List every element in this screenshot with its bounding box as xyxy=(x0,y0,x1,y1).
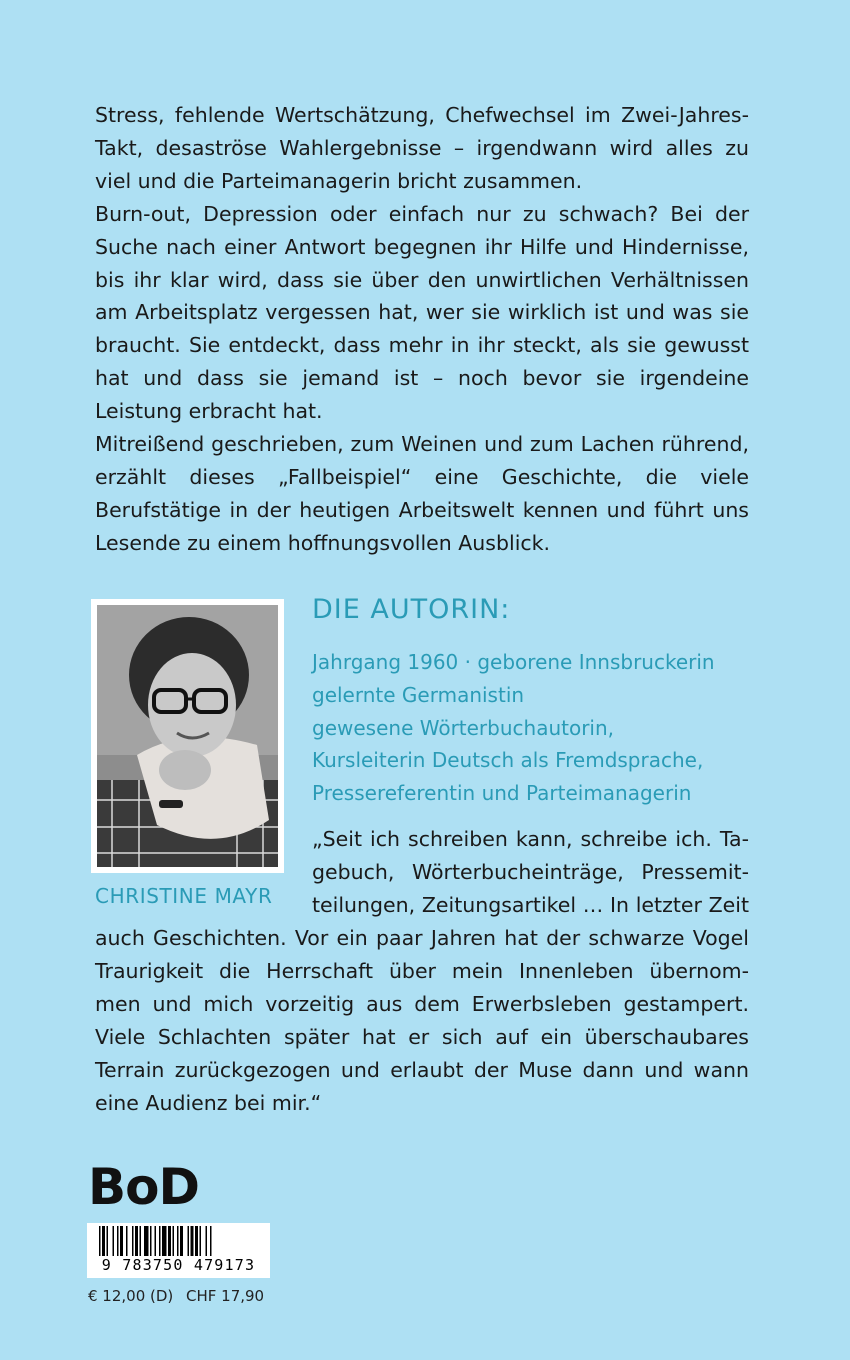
blurb-paragraph: Burn-out, Depression oder einfach nur zu schwach? Bei der Suche nach einer Antwort begegnen ihr Hilfe und Hindernisse, bis ihr klar wird, dass sie über den unwirtlichen Verhältnissen am Arbeitsplatz vergessen hat, wer sie wirklich ist und was sie braucht. Sie entdeckt, dass mehr in ihr steckt, als sie gewusst hat und dass sie jemand ist – noch bevor sie irgendeine Leistung erbracht hat. xyxy=(95,201,749,424)
barcode-bar xyxy=(150,1226,152,1258)
author-bio-line: gelernte Germanistin xyxy=(312,682,525,707)
photo-caption: CHRISTINE MAYR xyxy=(95,884,273,908)
barcode-bar xyxy=(200,1226,202,1258)
barcode-bar xyxy=(168,1226,171,1258)
barcode-bar xyxy=(140,1226,142,1258)
publisher-logo: BoD xyxy=(88,1158,199,1216)
author-bio-line: Pressereferentin und Parteimanagerin xyxy=(312,781,692,806)
quote-line: men und mich vorzeitig aus dem Erwerbsleben gestampert. xyxy=(95,991,749,1016)
quote-line: auch Geschichten. Vor ein paar Jahren hat der schwarze Vogel xyxy=(95,926,749,950)
blurb-text xyxy=(95,99,749,560)
barcode-bar xyxy=(173,1226,175,1258)
barcode-bar xyxy=(191,1226,194,1258)
barcode-bar xyxy=(177,1226,179,1258)
barcode-bar xyxy=(188,1226,190,1258)
author-quote-top xyxy=(312,823,749,922)
barcode-bar xyxy=(135,1226,138,1258)
quote-line: eine Audienz bei mir.“ xyxy=(95,1090,322,1115)
barcode-bar xyxy=(144,1226,149,1258)
author-bio xyxy=(312,646,752,810)
barcode-bar xyxy=(162,1226,167,1258)
blurb-paragraph: Mitreißend geschrieben, zum Weinen und zum Lachen rührend, erzählt dieses „Fallbeispiel“ eine Geschichte, die viele Berufstätige in der heutigen Arbeitswelt kennen und führt uns Lesende zu einem hoffnungsvollen Ausblick. xyxy=(95,432,749,555)
author-photo xyxy=(91,599,284,873)
price-germany: € 12,00 (D) xyxy=(88,1287,174,1305)
author-bio-line: Jahrgang 1960 · geborene Innsbruckerin xyxy=(312,650,715,674)
barcode-bar xyxy=(159,1226,161,1258)
isbn-barcode xyxy=(87,1223,270,1278)
author-portrait-image xyxy=(97,605,278,867)
barcode-bar xyxy=(102,1226,105,1258)
quote-line: „Seit ich schreiben kann, schreibe ich. Ta- xyxy=(312,827,749,851)
author-heading: DIE AUTORIN: xyxy=(312,594,511,625)
barcode-bar xyxy=(195,1226,198,1258)
barcode-bars xyxy=(87,1223,270,1259)
quote-line: Traurigkeit die Herrschaft über mein Innenleben übernom- xyxy=(95,958,749,983)
barcode-bar xyxy=(120,1226,123,1258)
blurb-paragraph: Stress, fehlende Wertschätzung, Chefwechsel im Zwei-Jahres-Takt, desaströse Wahlergebnisse – irgendwann wird alles zu viel und die Parteimanagerin bricht zusammen. xyxy=(95,103,749,193)
price-switzerland: CHF 17,90 xyxy=(186,1287,265,1305)
author-bio-line: gewesene Wörterbuchautorin, xyxy=(312,715,615,740)
barcode-bar xyxy=(117,1226,119,1258)
barcode-bar xyxy=(99,1226,101,1258)
barcode-bar xyxy=(113,1226,115,1258)
barcode-bar xyxy=(210,1226,212,1258)
barcode-bar xyxy=(126,1226,128,1258)
author-quote-bottom xyxy=(95,922,749,1119)
quote-line: teilungen, Zeitungsartikel … In letzter Zeit xyxy=(312,892,749,917)
quote-line: gebuch, Wörterbucheinträge, Pressemit- xyxy=(312,859,749,884)
author-bio-line: Kursleiterin Deutsch als Fremdsprache, xyxy=(312,748,704,773)
quote-line: Viele Schlachten später hat er sich auf ein überschaubares xyxy=(95,1024,749,1049)
barcode-bar xyxy=(180,1226,183,1258)
isbn-number: 9 783750 479173 xyxy=(87,1256,270,1274)
barcode-bar xyxy=(155,1226,157,1258)
barcode-bar xyxy=(132,1226,134,1258)
quote-line: Terrain zurückgezogen und erlaubt der Muse dann und wann xyxy=(95,1057,749,1082)
barcode-bar xyxy=(206,1226,208,1258)
barcode-bar xyxy=(107,1226,109,1258)
